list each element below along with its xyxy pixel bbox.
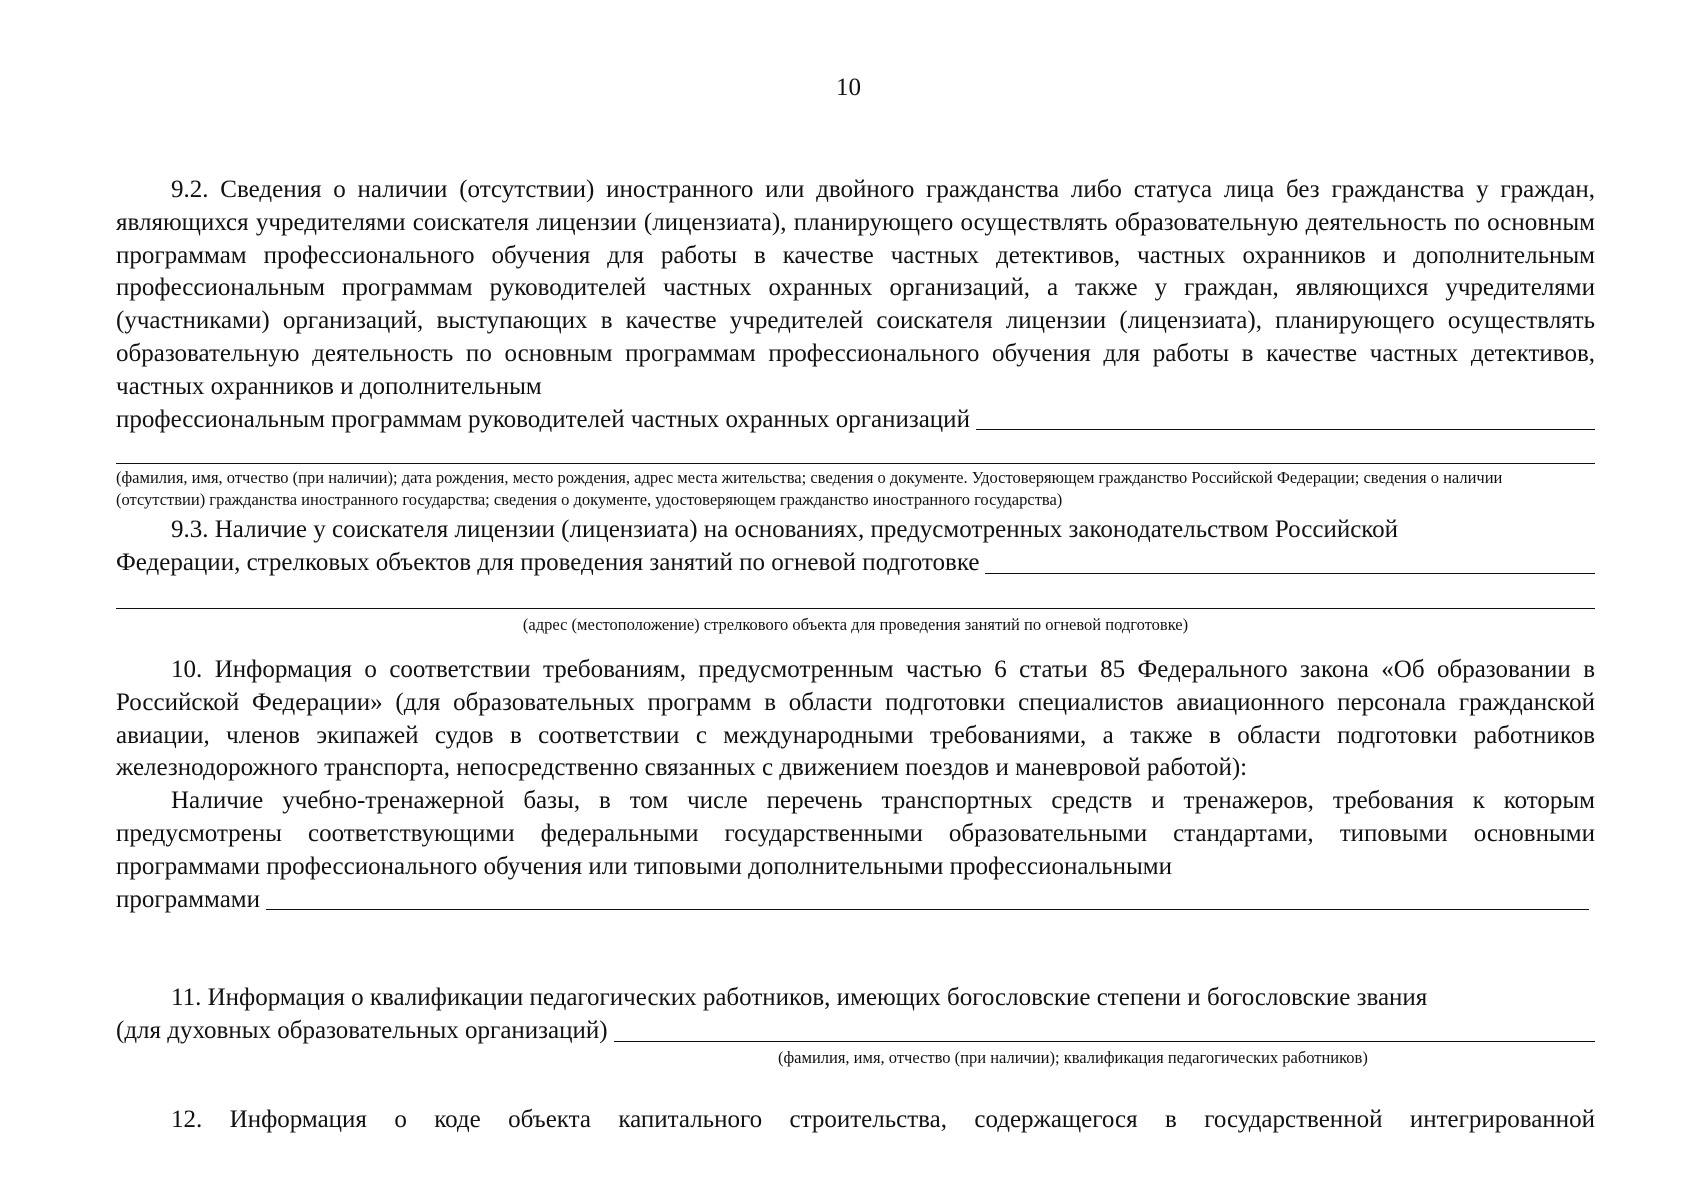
page-number: 10 — [836, 74, 861, 101]
section-10-last-line — [116, 884, 1589, 917]
section-9-3-tail: Федерации, стрелковых объектов для проведения занятий по огневой подготовке — [116, 548, 980, 576]
section-11-fill-line — [614, 1041, 1595, 1042]
section-10-text: 10. Информация о соответствии требованиям, предусмотренным частью 6 статьи 85 Федерального закона «Об образовании в Российской Федерации» (для образовательных программ в области подготовки специалистов авиационного персонала гражданской авиации, членов экипажей судов в соответствии с международными требованиями, а также в области подготовки работников железнодорожного транспорта, непосредственно связанных с движением поездов и маневровой работой): — [116, 656, 1595, 782]
section-9-2-last-line — [116, 404, 1595, 437]
section-12 — [116, 1104, 1595, 1137]
section-9-2 — [116, 174, 1595, 436]
section-9-2-text: 9.2. Сведения о наличии (отсутствии) иностранного или двойного гражданства либо статуса лица без гражданства у граждан, являющихся учредителями соискателя лицензии (лицензиата), планирующего осуществлять образовательную деятельность по основным программам профессионального обучения для работы в качестве частных детективов, частных охранников и дополнительным профессиональным программам руководителей частных охранных организаций, а также у граждан, являющихся учредителями (участниками) организаций, выступающих в качестве учредителей соискателя лицензии (лицензиата), планирующего осуществлять образовательную деятельность по основным программам профессионального обучения для работы в качестве частных детективов, частных охранников и дополнительным — [116, 176, 1595, 400]
section-9-2-blank-line — [116, 463, 1595, 464]
section-9-2-caption: (фамилия, имя, отчество (при наличии); дата рождения, место рождения, адрес места жительства; сведения о документе. Удостоверяющем гражданство Российской Федерации; сведения о наличии (отсутствии) гражданства иностранного государства; сведения о документе, удостоверяющем гражданство иностранного государства) — [116, 468, 1503, 509]
section-11 — [116, 982, 1595, 1048]
section-11-tail: (для духовных образовательных организаций) — [116, 1016, 608, 1044]
section-10 — [116, 654, 1595, 916]
section-10-sub-text: Наличие учебно-тренажерной базы, в том числе перечень транспортных средств и тренажеров, требования к которым предусмотрены соответствующими федеральными государственными образовательными стандартами, типовыми основными программами профессионального обучения или типовыми дополнительными профессиональными — [116, 787, 1595, 880]
section-9-3 — [116, 514, 1595, 580]
section-11-last-line — [116, 1015, 1595, 1048]
section-12-text: 12. Информация о коде объекта капитального строительства, содержащегося в государственной интегрированной — [171, 1106, 1595, 1133]
section-11-text: 11. Информация о квалификации педагогических работников, имеющих богословские степени и богословские звания — [171, 984, 1428, 1011]
section-9-2-fill-line — [976, 429, 1595, 430]
section-9-3-blank-line — [116, 608, 1595, 609]
section-11-caption: (фамилия, имя, отчество (при наличии); квалификация педагогических работников) — [778, 1048, 1368, 1067]
section-9-3-fill-line — [985, 573, 1595, 574]
section-9-3-caption: (адрес (местоположение) стрелкового объекта для проведения занятий по огневой подготовке) — [522, 615, 1189, 634]
section-9-3-last-line — [116, 547, 1595, 580]
section-9-2-tail: профессиональным программам руководителей частных охранных организаций — [116, 405, 970, 433]
section-10-sub-tail: программами — [116, 885, 260, 913]
section-9-3-text: 9.3. Наличие у соискателя лицензии (лицензиата) на основаниях, предусмотренных законодательством Российской — [171, 516, 1399, 543]
section-10-fill-line — [266, 909, 1589, 910]
